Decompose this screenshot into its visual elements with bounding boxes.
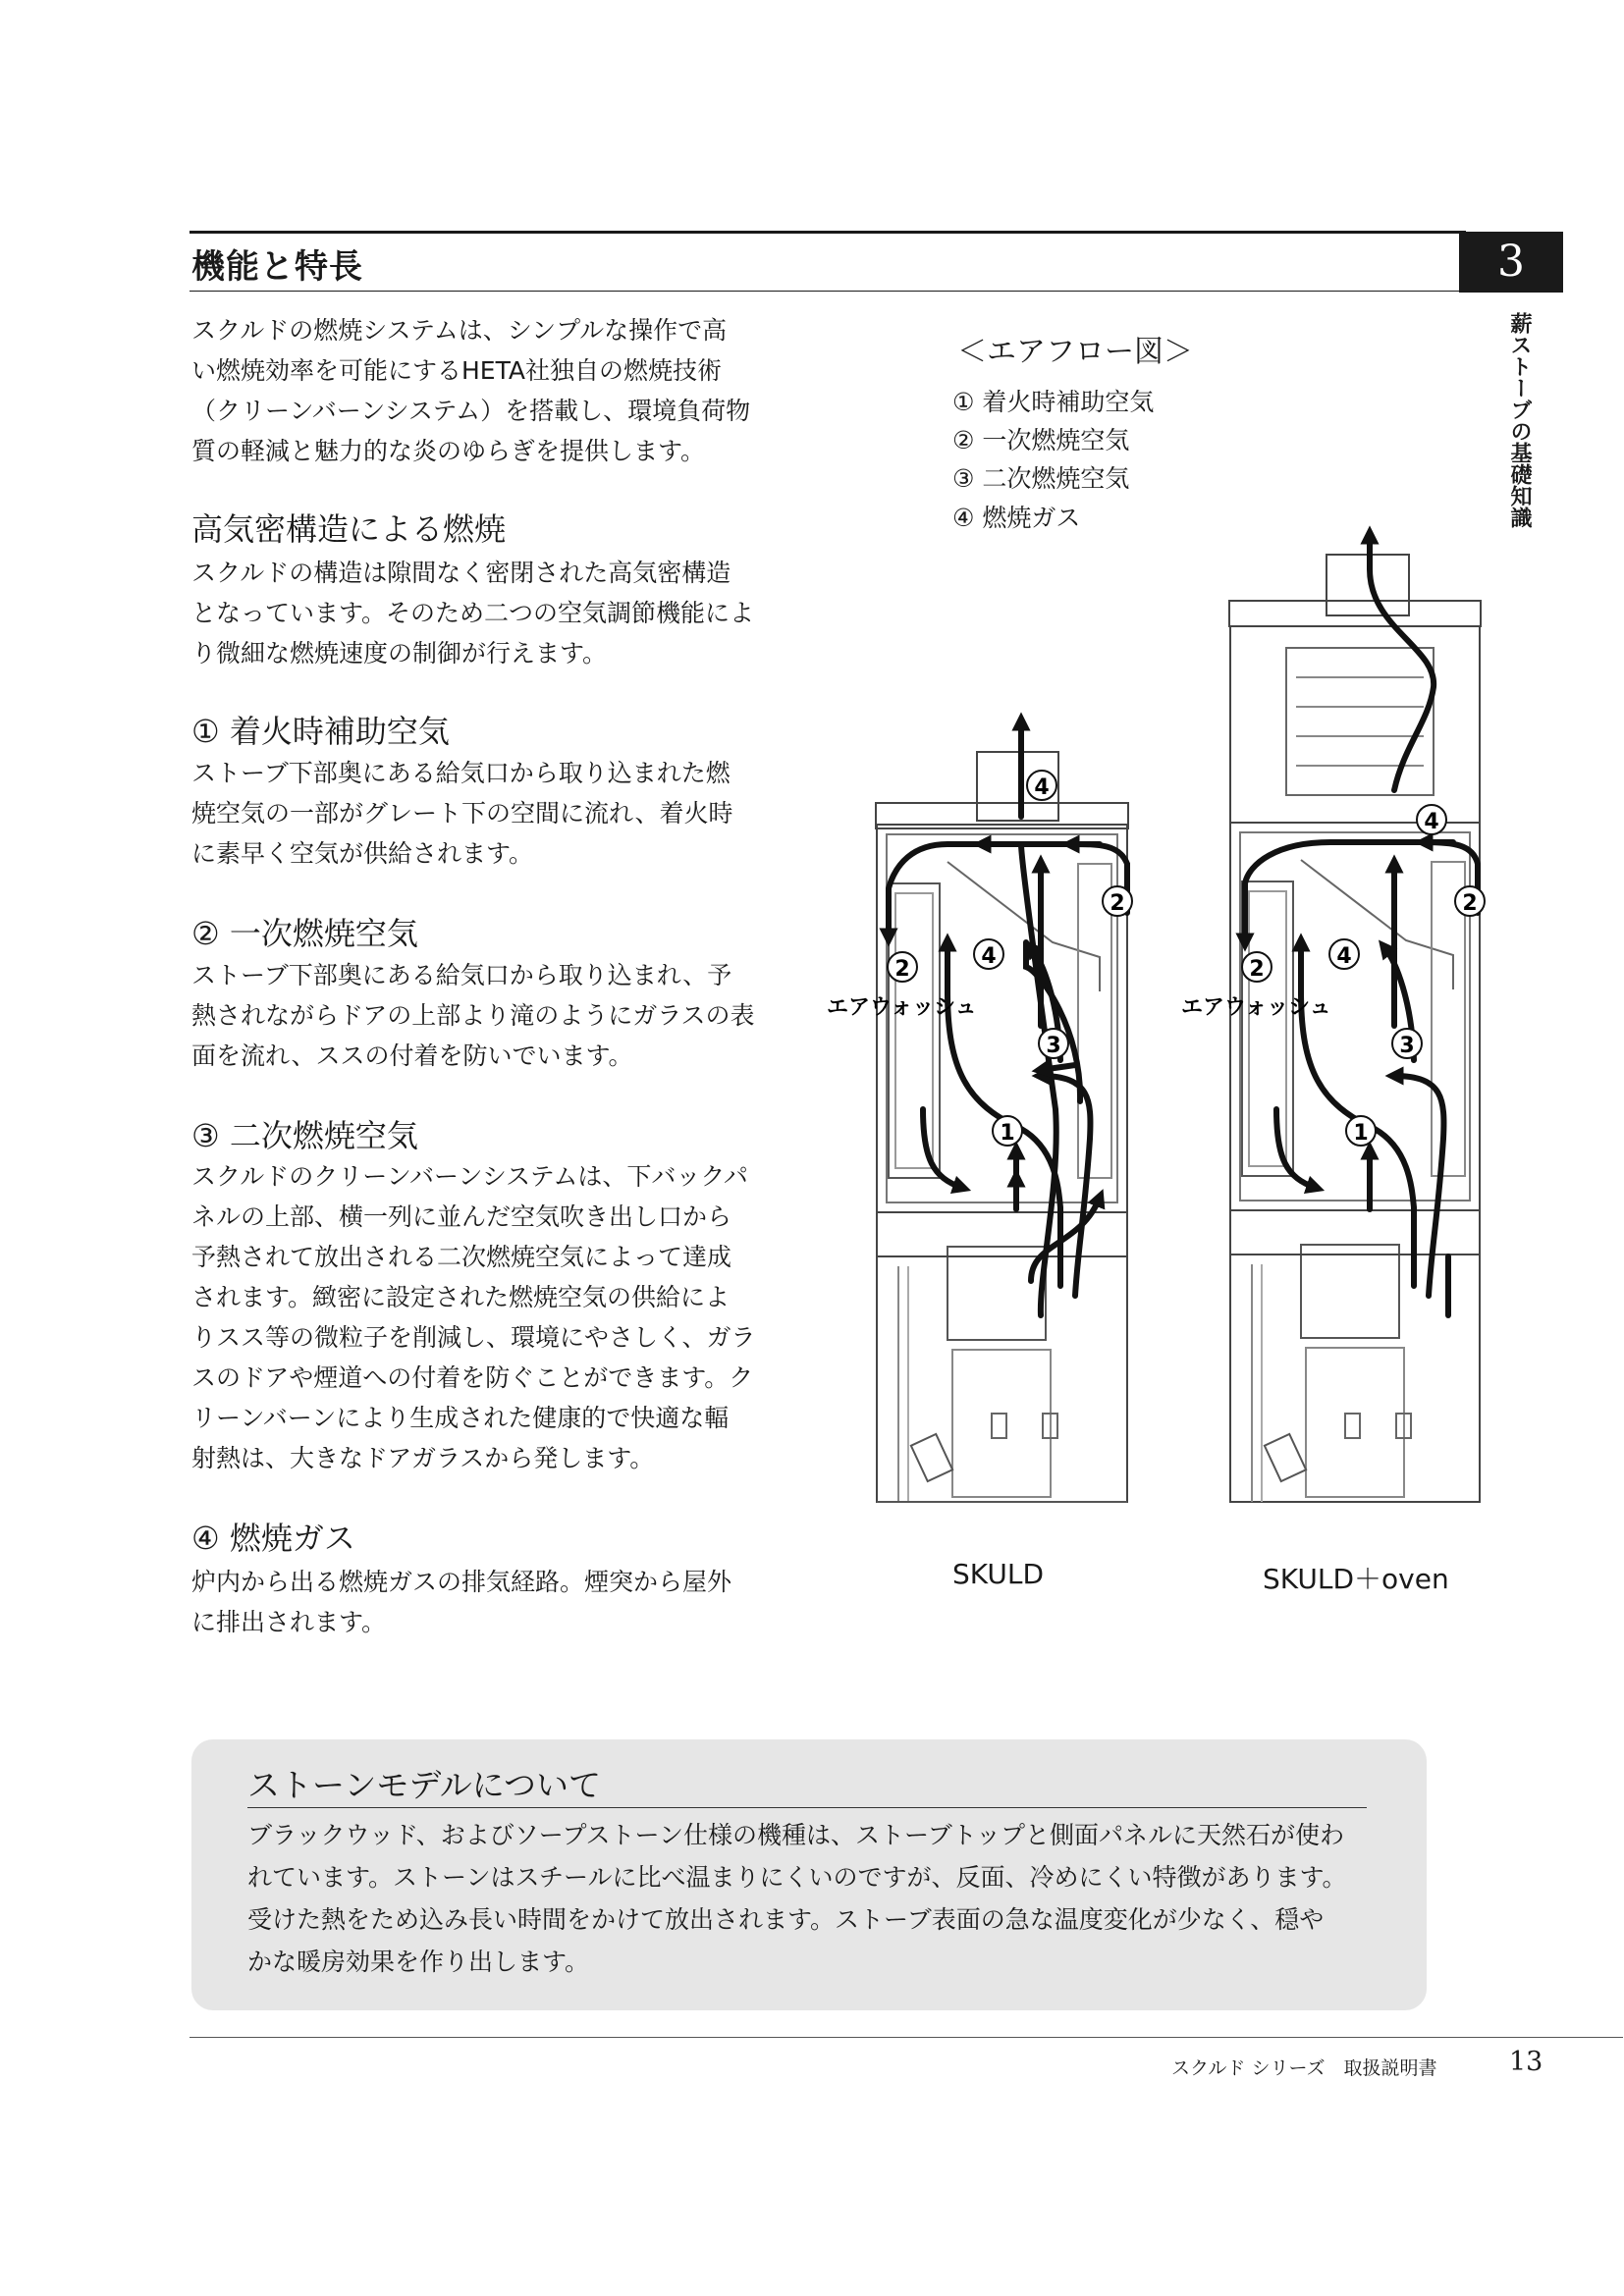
stove-skuld-oven-outline [1229,555,1481,1502]
flow-marker-3 [1039,1029,1068,1058]
airflow-arrows-skuld-oven [1245,535,1478,1315]
chapter-side-label: 薪ストーブの基礎知識 [1507,312,1533,528]
text-line: ストーブ下部奥にある給気口から取り込まれ、予 [191,961,732,989]
caption-skuld: SKULD [952,1558,1045,1590]
svg-text:4: 4 [981,944,997,969]
flow-marker-4 [1027,771,1056,800]
section-heading-airtight: 高気密構造による燃焼 [191,510,507,548]
section-heading-secondary-air: ③ 二次燃焼空気 [191,1117,418,1154]
section-heading-primary-air: ② 一次燃焼空気 [191,915,418,952]
text-line: スクルドの構造は隙間なく密閉された高気密構造 [191,559,731,587]
text-line: ブラックウッド、およびソープストーン仕様の機種は、ストーブトップと側面パネルに天然石が使わ [247,1821,1345,1849]
text-line: かな暖房効果を作り出します。 [247,1948,590,1976]
legend-item: ② 一次燃焼空気 [952,426,1130,454]
svg-text:2: 2 [894,957,910,982]
flow-marker-4 [1329,939,1359,969]
page-title: 機能と特長 [191,247,363,287]
footer-book-title: スクルド シリーズ 取扱説明書 [1171,2057,1437,2079]
stone-model-title: ストーンモデルについて [247,1766,602,1804]
text-line: 質の軽減と魅力的な炎のゆらぎを提供します。 [191,437,706,465]
text-line: 予熱されて放出される二次燃焼空気によって達成 [191,1243,732,1271]
flow-marker-3 [1392,1029,1422,1058]
text-line: されます。緻密に設定された燃焼空気の供給によ [191,1283,731,1311]
chapter-number: 3 [1459,232,1563,293]
flow-marker-4 [1417,805,1446,834]
stone-title-rule [247,1807,1367,1808]
text-line: ネルの上部、横一列に並んだ空気吹き出し口から [191,1202,732,1231]
text-line: となっています。そのため二つの空気調節機能によ [191,599,755,627]
svg-text:1: 1 [1000,1121,1015,1146]
text-line: に素早く空気が供給されます。 [191,839,534,868]
airwash-label: エアウォッシュ [827,995,977,1020]
section-heading-ignition-air: ① 着火時補助空気 [191,713,450,750]
text-line: 射熱は、大きなドアガラスから発します。 [191,1444,655,1472]
svg-text:2: 2 [1110,891,1125,916]
flow-marker-1 [1346,1116,1376,1146]
svg-text:2: 2 [1249,957,1265,982]
legend-item: ① 着火時補助空気 [952,388,1155,416]
text-line: 焼空気の一部がグレート下の空間に流れ、着火時 [191,799,733,828]
text-line: り微細な燃焼速度の制御が行えます。 [191,639,608,667]
text-line: スのドアや煙道への付着を防ぐことができます。ク [191,1363,754,1392]
text-line: リーンバーンにより生成された健康的で快適な輻 [191,1404,730,1432]
text-line: ストーブ下部奥にある給気口から取り込まれた燃 [191,759,731,787]
page-number: 13 [1509,2047,1543,2077]
svg-text:3: 3 [1046,1034,1061,1058]
svg-text:4: 4 [1424,810,1439,834]
flow-marker-2 [1455,886,1485,916]
text-line: 熱されながらドアの上部より滝のようにガラスの表 [191,1001,755,1030]
text-line: スクルドの燃焼システムは、シンプルな操作で高 [191,316,728,345]
flow-marker-2 [1242,952,1272,982]
svg-text:3: 3 [1399,1034,1415,1058]
text-line: れています。ストーンはスチールに比べ温まりにくいのですが、反面、冷めにくい特徴があります。 [247,1863,1347,1892]
text-line: 面を流れ、ススの付着を防いでいます。 [191,1041,633,1070]
legend-item: ④ 燃焼ガス [952,504,1081,532]
text-line: い燃焼効率を可能にするHETA社独自の燃焼技術 [191,356,723,385]
caption-skuld-oven: SKULD＋oven [1263,1563,1449,1595]
text-line: 炉内から出る燃焼ガスの排気経路。煙突から屋外 [191,1568,732,1596]
text-line: 受けた熱をため込み長い時間をかけて放出されます。ストーブ表面の急な温度変化が少なく、穏や [247,1905,1325,1934]
text-line: スクルドのクリーンバーンシステムは、下バックパ [191,1162,748,1191]
svg-text:2: 2 [1462,891,1478,916]
flow-marker-2 [1103,886,1132,916]
text-line: （クリーンバーンシステム）を搭載し、環境負荷物 [191,397,751,425]
text-line: に排出されます。 [191,1608,387,1636]
section-heading-combustion-gas: ④ 燃焼ガス [191,1520,355,1557]
diagram-title: ＜エアフロー図＞ [957,335,1193,369]
airwash-label: エアウォッシュ [1181,995,1331,1020]
svg-text:1: 1 [1353,1121,1369,1146]
legend-item: ③ 二次燃焼空気 [952,464,1130,493]
flow-marker-1 [993,1116,1022,1146]
svg-text:4: 4 [1336,944,1352,969]
flow-marker-2 [888,952,917,982]
text-line: りスス等の微粒子を削減し、環境にやさしく、ガラ [191,1323,756,1352]
footer-rule [189,2037,1623,2038]
marker-label: 4 [1034,775,1050,800]
flow-marker-4 [974,939,1003,969]
